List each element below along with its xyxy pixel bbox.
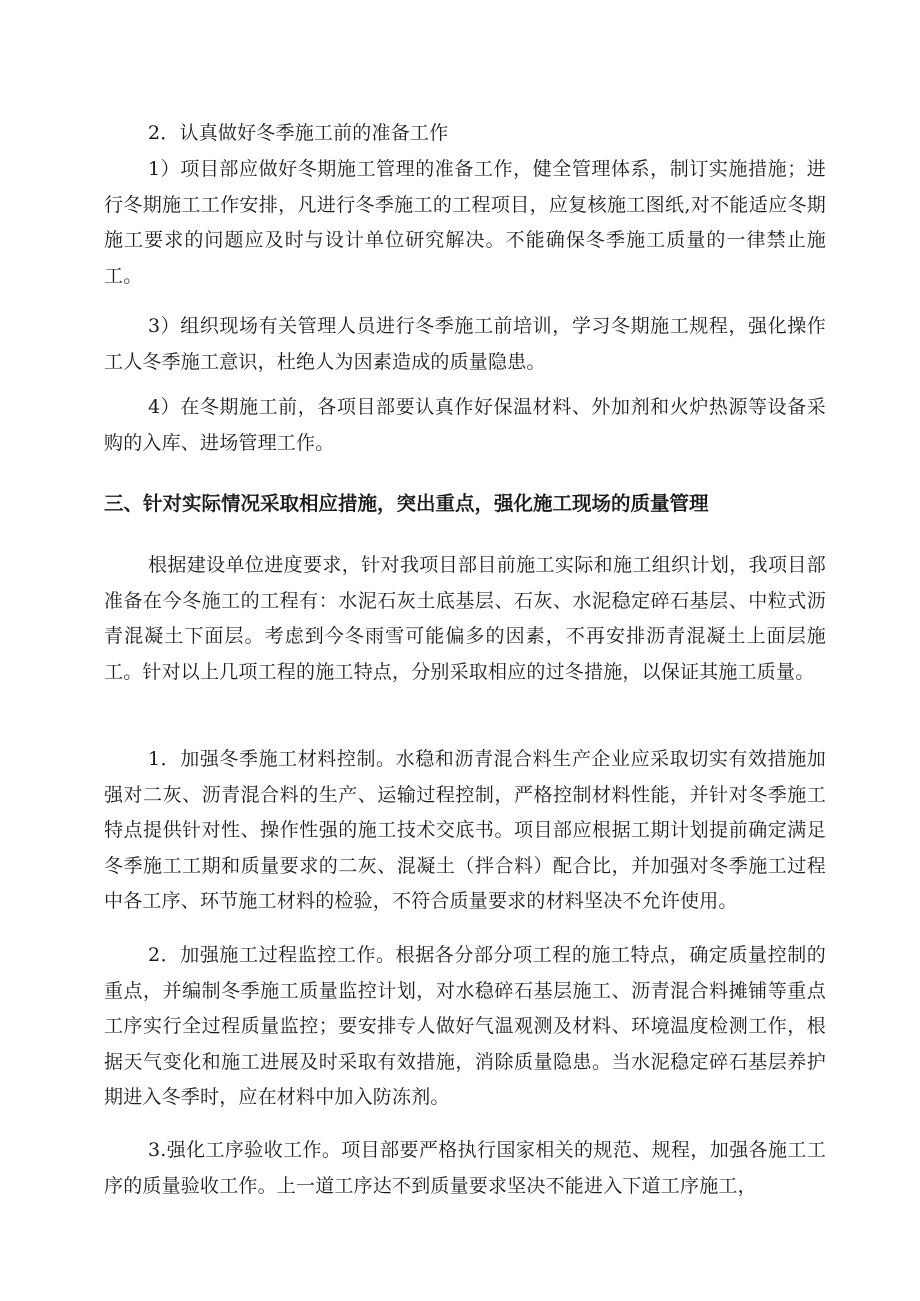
paragraph-point-3: 3.强化工序验收工作。项目部要严格执行国家相关的规范、规程，加强各施工工序的质量验收工作。上一道工序达不到质量要求坚决不能进入下道工序施工， [104, 1139, 826, 1197]
paragraph-item-3: 3）组织现场有关管理人员进行冬季施工前培训，学习冬期施工规程，强化操作工人冬季施工意识，杜绝人为因素造成的质量隐患。 [104, 315, 826, 373]
paragraph-point-2: 2．加强施工过程监控工作。根据各分部分项工程的施工特点，确定质量控制的重点，并编制冬季施工质量监控计划，对水稳碎石基层施工、沥青混合料摊铺等重点工序实行全过程质量监控；要安排专人做好气温观测及材料、环境温度检测工作，根据天气变化和施工进展及时采取有效措施，消除质量隐患。当水泥稳定碎石基层养护期进入冬季时，应在材料中加入防冻剂。 [104, 944, 826, 1108]
paragraph-intro: 根据建设单位进度要求，针对我项目部目前施工实际和施工组织计划，我项目部准备在今冬施工的工程有：水泥石灰土底基层、石灰、水泥稳定碎石基层、中粒式沥青混凝土下面层。考虑到今冬雨雪可能偏多的因素，不再安排沥青混凝土上面层施工。针对以上几项工程的施工特点，分别采取相应的过冬措施，以保证其施工质量。 [104, 554, 826, 683]
section-heading-three: 三、针对实际情况采取相应措施，突出重点，强化施工现场的质量管理 [104, 492, 709, 515]
section-title-preparation: 2．认真做好冬季施工前的准备工作 [148, 122, 449, 144]
paragraph-item-4: 4）在冬期施工前，各项目部要认真作好保温材料、外加剂和火炉热源等设备采购的入库、进场管理工作。 [104, 396, 826, 454]
paragraph-point-1: 1．加强冬季施工材料控制。水稳和沥青混合料生产企业应采取切实有效措施加强对二灰、沥青混合料的生产、运输过程控制，严格控制材料性能，并针对冬季施工特点提供针对性、操作性强的施工技术交底书。项目部应根据工期计划提前确定满足冬季施工工期和质量要求的二灰、混凝土（拌合料）配合比，并加强对冬季施工过程中各工序、环节施工材料的检验，不符合质量要求的材料坚决不允许使用。 [104, 748, 826, 912]
paragraph-item-1: 1）项目部应做好冬期施工管理的准备工作，健全管理体系，制订实施措施；进行冬期施工工作安排，凡进行冬季施工的工程项目，应复核施工图纸,对不能适应冬期施工要求的问题应及时与设计单位研究解决。不能确保冬季施工质量的一律禁止施工。 [104, 158, 826, 287]
